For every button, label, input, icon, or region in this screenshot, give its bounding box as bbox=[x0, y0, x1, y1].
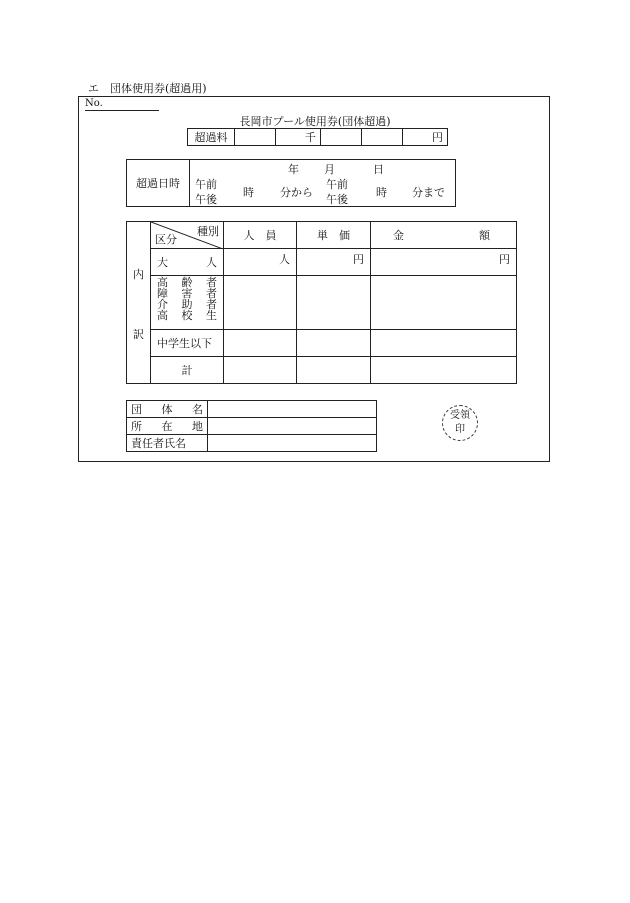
end-pm: 午後 bbox=[326, 193, 348, 206]
receipt-stamp-area[interactable] bbox=[442, 405, 478, 441]
total-people-cell[interactable] bbox=[224, 357, 297, 384]
row-total-label: 計 bbox=[151, 357, 224, 384]
adult-price-cell[interactable] bbox=[297, 249, 371, 276]
fee-cell-4[interactable] bbox=[362, 129, 403, 146]
adult-price-unit: 円 bbox=[353, 253, 364, 266]
excess-fee-label: 超過料 bbox=[188, 129, 235, 146]
adult-people-unit: 人 bbox=[279, 253, 290, 266]
org-name-c2: 体 bbox=[161, 403, 173, 416]
org-address-field[interactable] bbox=[208, 418, 377, 435]
adult-people-cell[interactable] bbox=[224, 249, 297, 276]
excess-datetime-label: 超過日時 bbox=[127, 160, 190, 207]
g2-r2-c1: 障 bbox=[157, 287, 168, 300]
g2-r1-c2: 齢 bbox=[181, 276, 193, 289]
total-amount-cell[interactable] bbox=[371, 357, 517, 384]
start-hour-unit: 時 bbox=[243, 186, 254, 199]
org-address-c3: 地 bbox=[192, 420, 203, 433]
org-name-field[interactable] bbox=[208, 401, 377, 418]
adult-char-1: 大 bbox=[157, 256, 168, 269]
start-minute-from: 分から bbox=[280, 186, 313, 199]
g2-r4-c1: 高 bbox=[157, 309, 168, 322]
header-amount-a: 金 bbox=[393, 229, 404, 242]
adult-amount-cell[interactable] bbox=[371, 249, 517, 276]
header-unit-price: 単 価 bbox=[297, 222, 371, 249]
start-pm: 午後 bbox=[195, 193, 217, 206]
header-amount bbox=[371, 222, 517, 249]
fee-thousand-unit: 千 bbox=[276, 129, 321, 146]
month-unit: 月 bbox=[324, 163, 335, 176]
group2-amount-cell[interactable] bbox=[371, 276, 517, 330]
org-name-c3: 名 bbox=[192, 403, 203, 416]
row-junior-label: 中学生以下 bbox=[151, 330, 224, 357]
org-name-label bbox=[127, 401, 208, 418]
g2-r3-c2: 助 bbox=[181, 298, 193, 311]
g2-r4-c3: 生 bbox=[206, 309, 217, 322]
adult-amount-unit: 円 bbox=[499, 253, 510, 266]
ticket-title: 長岡市プール使用券(団体超過) bbox=[239, 115, 391, 128]
junior-price-cell[interactable] bbox=[297, 330, 371, 357]
fee-cell-1[interactable] bbox=[235, 129, 276, 146]
g2-r1-c1: 高 bbox=[157, 276, 168, 289]
end-minute-until: 分まで bbox=[412, 186, 445, 199]
organization-table bbox=[126, 400, 377, 452]
ticket-number-line[interactable] bbox=[85, 110, 159, 111]
end-am: 午前 bbox=[326, 178, 348, 191]
g2-r1-c3: 者 bbox=[206, 276, 217, 289]
header-type: 種別 bbox=[197, 225, 219, 238]
day-unit: 日 bbox=[373, 163, 384, 176]
g2-r3-c1: 介 bbox=[157, 298, 168, 311]
header-amount-b: 額 bbox=[479, 229, 490, 242]
g2-r2-c2: 害 bbox=[181, 287, 193, 300]
org-address-label bbox=[127, 418, 208, 435]
total-price-cell[interactable] bbox=[297, 357, 371, 384]
org-address-c1: 所 bbox=[131, 420, 142, 433]
year-unit: 年 bbox=[288, 163, 299, 176]
group2-people-cell[interactable] bbox=[224, 276, 297, 330]
stamp-line-2: 印 bbox=[455, 424, 465, 435]
ticket-number-label: No. bbox=[85, 98, 103, 109]
junior-people-cell[interactable] bbox=[224, 330, 297, 357]
adult-char-2: 人 bbox=[206, 256, 217, 269]
header-people: 人 員 bbox=[224, 222, 297, 249]
excess-datetime-table bbox=[126, 159, 456, 207]
breakdown-table bbox=[126, 221, 517, 384]
end-hour-unit: 時 bbox=[376, 186, 387, 199]
org-person-label: 責任者氏名 bbox=[127, 435, 208, 452]
group2-price-cell[interactable] bbox=[297, 276, 371, 330]
form-heading: エ 団体使用券(超過用) bbox=[88, 82, 207, 95]
breakdown-side-label bbox=[127, 222, 151, 384]
g2-r4-c2: 校 bbox=[181, 309, 193, 322]
stamp-line-1: 受領 bbox=[450, 410, 470, 421]
row-group2-label bbox=[151, 276, 224, 330]
side-label-bottom: 訳 bbox=[133, 328, 144, 341]
org-address-c2: 在 bbox=[161, 420, 173, 433]
excess-fee-table bbox=[187, 128, 448, 146]
fee-cell-3[interactable] bbox=[321, 129, 362, 146]
side-label-top: 内 bbox=[133, 268, 144, 281]
header-category: 区分 bbox=[155, 233, 177, 246]
fee-yen-unit: 円 bbox=[403, 129, 448, 146]
header-diagonal-cell bbox=[151, 222, 224, 249]
org-name-c1: 団 bbox=[131, 403, 142, 416]
org-person-field[interactable] bbox=[208, 435, 377, 452]
g2-r2-c3: 者 bbox=[206, 287, 217, 300]
start-am: 午前 bbox=[195, 178, 217, 191]
junior-amount-cell[interactable] bbox=[371, 330, 517, 357]
g2-r3-c3: 者 bbox=[206, 298, 217, 311]
excess-datetime-field[interactable] bbox=[190, 160, 456, 207]
row-adult-label bbox=[151, 249, 224, 276]
